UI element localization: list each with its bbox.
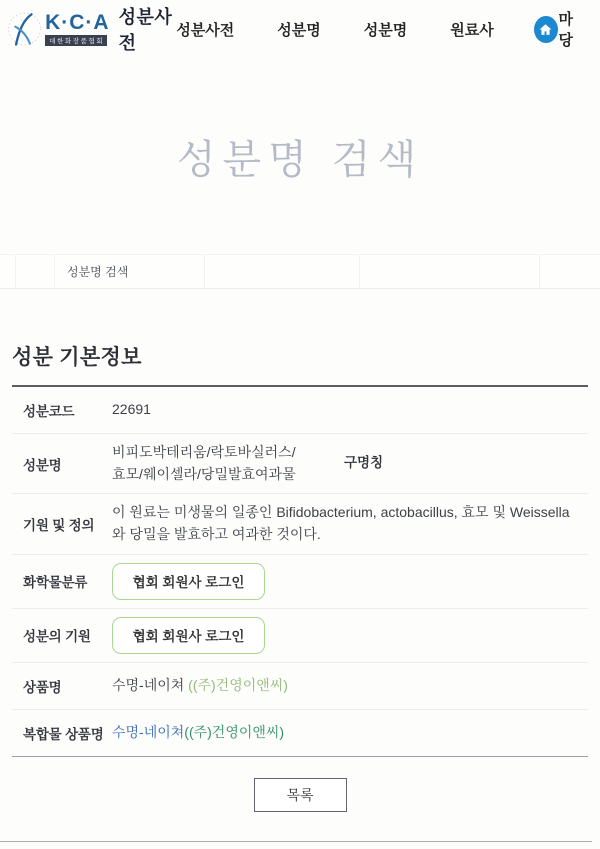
hero-title: 성분명 검색 [176,137,424,182]
member-login-button-chemical-class[interactable]: 협회 회원사 로그인 [112,563,265,600]
row-label: 성분명 [23,457,62,473]
table-row-origin-definition [12,494,588,554]
breadcrumb-home-cell[interactable] [15,255,55,288]
info-table [12,387,588,757]
nav-item-supplier[interactable]: 원료사 [450,21,494,39]
table-row-code [12,387,588,434]
ingredient-code-value: 22691 [112,401,151,418]
ingredient-name-line2: 효모/웨이셀라/당밀발효여과물 [112,465,296,482]
table-row-ingredient-origin [12,609,588,663]
home-label: 마당 [558,11,573,49]
table-row-compound-product-name [12,710,588,757]
product-name-text: 수명-네이쳐 [112,676,189,693]
breadcrumb-cell-5 [540,255,600,288]
footer-divider [0,841,592,842]
old-name-label: 구명칭 [344,455,384,471]
ingredient-origin-value [112,617,588,654]
table-row-chemical-class [12,555,588,609]
main-nav [176,19,493,40]
breadcrumb-cell-4 [360,255,540,288]
compound-product-value [112,722,588,744]
table-row-name [12,434,588,494]
section-title: 성분 기본정보 [12,341,588,387]
table-row-product-name [12,663,588,710]
row-label: 복합물 상품명 [23,726,104,742]
ingredient-name-line1: 비피도박테리움/락토바실러스/ [112,444,296,460]
kca-k-mark-icon [6,6,43,52]
breadcrumb-current-cell[interactable] [55,255,205,288]
row-label: 기원 및 정의 [23,518,95,534]
chemical-class-value [112,563,588,600]
kca-wordmark: K·C·A [45,10,110,34]
site-title: 성분사전 [118,7,173,53]
nav-item-ingredient-name-1[interactable]: 성분명 [277,21,321,39]
row-label: 성분의 기원 [23,629,91,645]
ingredient-name-value [112,442,588,485]
ingredient-name-text [112,442,330,485]
org-name: 대한화장품협회 [45,35,107,47]
home-link[interactable] [534,8,584,50]
product-name-value [112,675,588,697]
kca-logo[interactable] [6,3,176,55]
app-header [0,0,600,58]
compound-company-text: ((주)건영이앤씨) [184,723,285,740]
origin-definition-value: 이 원료는 미생물의 일종인 Bifidobacterium, actobacillus, 효모 및 Weissella와 당밀을 발효하고 여과한 것이다. [112,504,570,543]
product-company-text: ((주)건영이앤씨) [188,676,288,693]
breadcrumb [0,254,600,289]
compound-product-link[interactable]: 수명-네이쳐 [112,723,185,740]
nav-item-dictionary[interactable]: 성분사전 [176,21,235,39]
list-button-wrap [12,778,588,812]
breadcrumb-cell-3 [205,255,360,288]
hero-banner [0,58,600,254]
list-button[interactable]: 목록 [254,778,347,812]
row-label: 화학물분류 [23,575,88,591]
row-label: 성분코드 [23,404,75,419]
nav-item-ingredient-name-2[interactable]: 성분명 [363,21,408,39]
member-login-button-ingredient-origin[interactable]: 협회 회원사 로그인 [112,617,265,654]
home-icon [534,16,558,43]
main-content [12,341,588,812]
breadcrumb-current: 성분명 검색 [67,265,129,279]
row-label: 상품명 [23,679,62,695]
